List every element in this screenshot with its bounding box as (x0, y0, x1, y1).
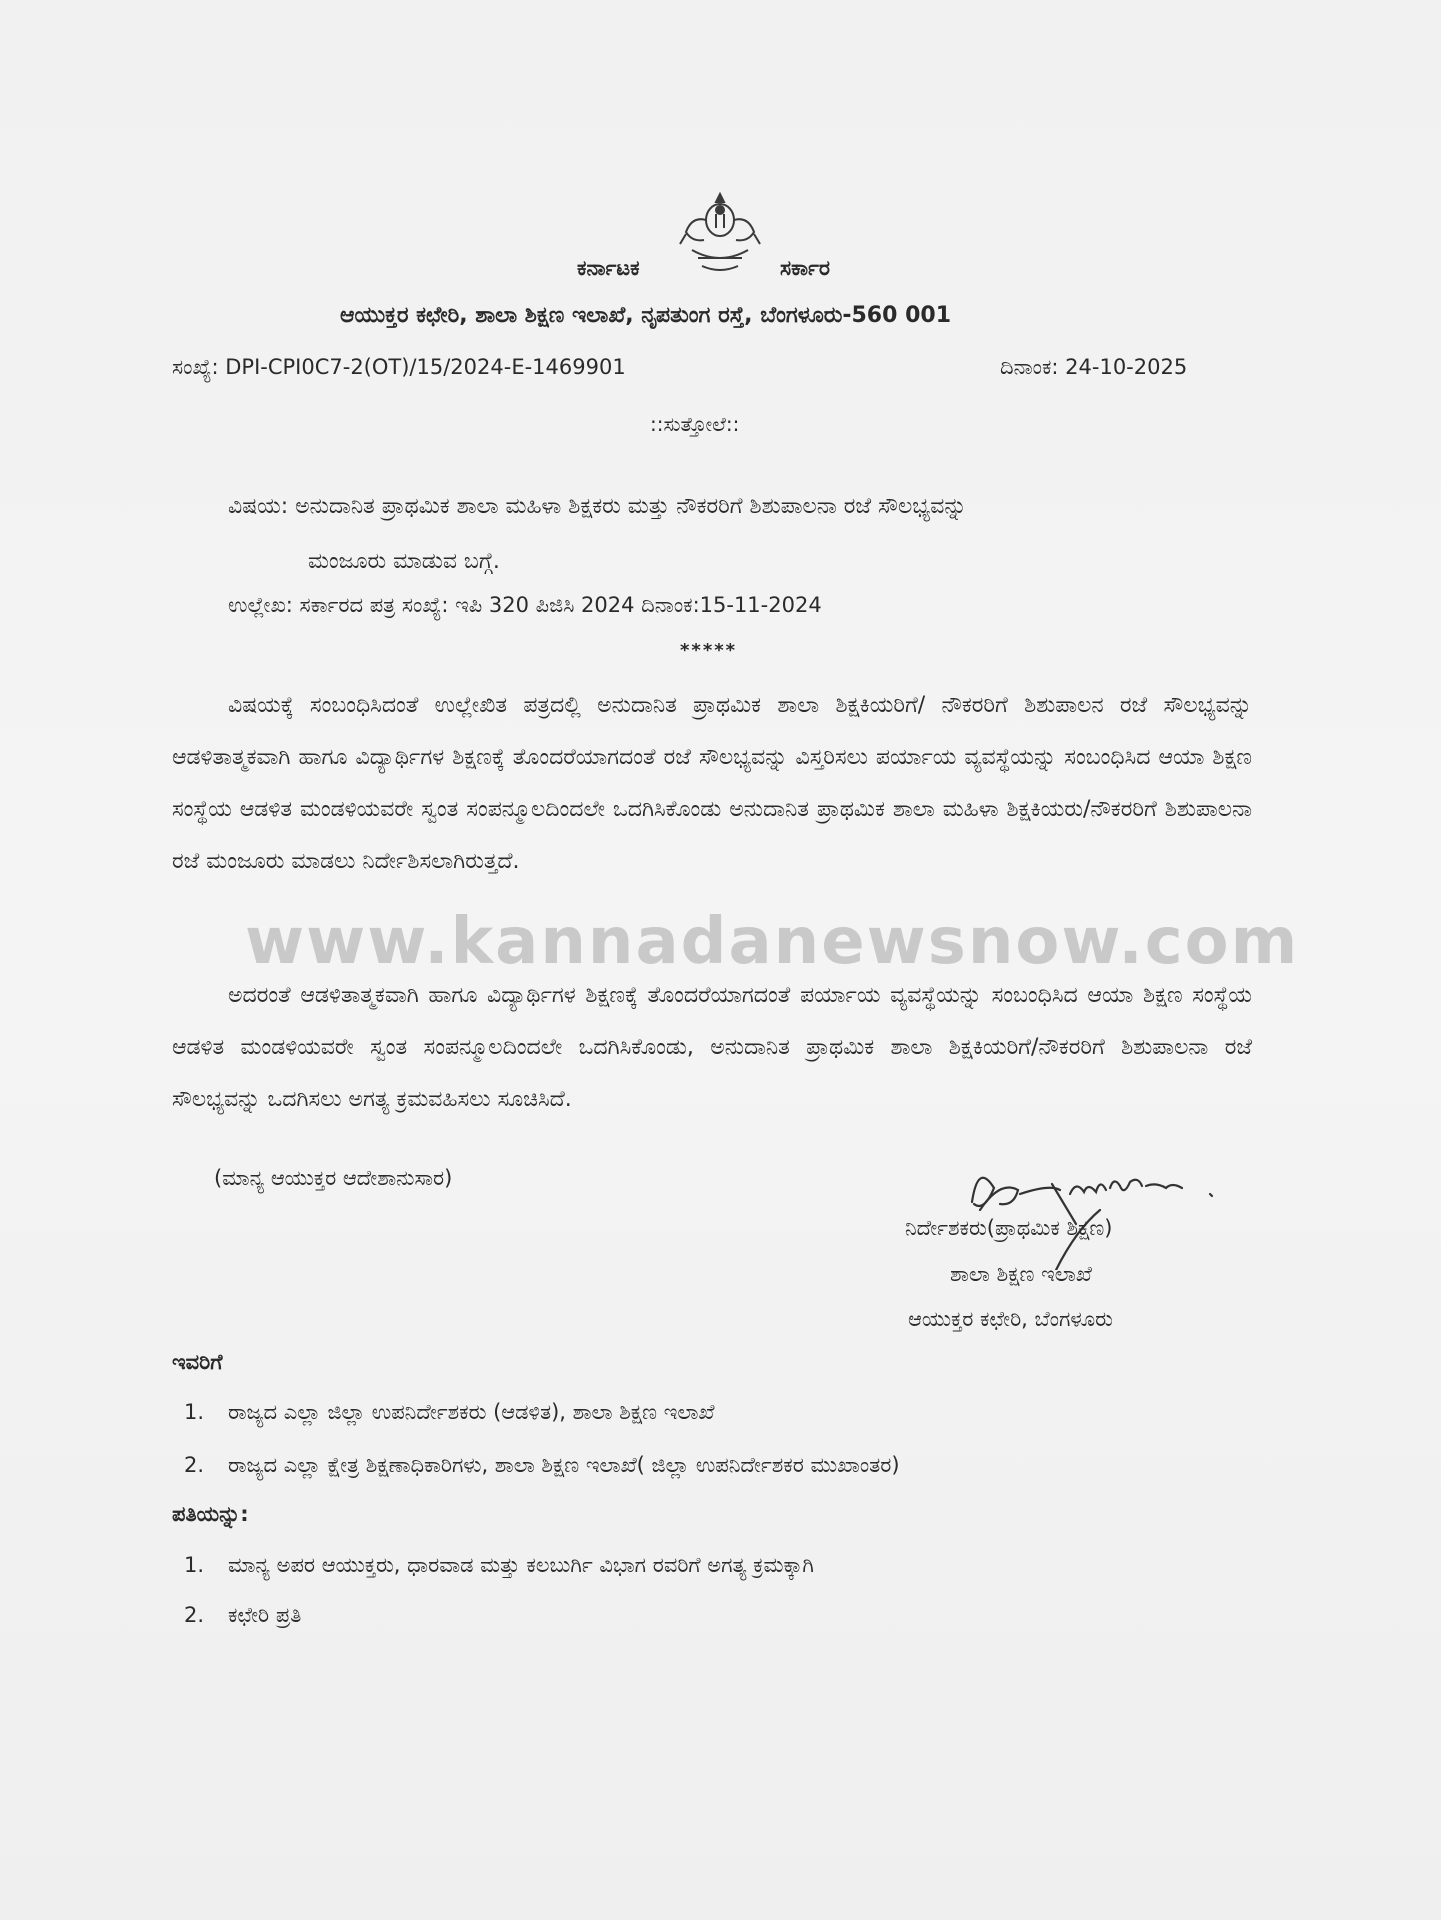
reference-number: ಸಂಖ್ಯೆ: DPI-CPI0C7-2(OT)/15/2024-E-1469901 (172, 355, 626, 379)
order-note: (ಮಾನ್ಯ ಆಯುಕ್ತರ ಆದೇಶಾನುಸಾರ) (214, 1166, 453, 1190)
signatory-department: ಶಾಲಾ ಶಿಕ್ಷಣ ಇಲಾಖೆ (950, 1262, 1092, 1286)
body-paragraph-2-text: ಅದರಂತೆ ಆಡಳಿತಾತ್ಮಕವಾಗಿ ಹಾಗೂ ವಿದ್ಯಾರ್ಥಿಗಳ ಶಿಕ್ಷಣಕ್ಕೆ ತೊಂದರೆಯಾಗದಂತೆ ಪರ್ಯಾಯ ವ್ಯವಸ್ಥೆಯನ್ನು ಸಂಬಂಧಿಸಿದ ಆಯಾ ಶಿಕ್ಷಣ ಸಂಸ್ಥೆಯ ಆಡಳಿತ ಮಂಡಳಿಯವರೇ ಸ್ವಂತ ಸಂಪನ್ಮೂಲದಿಂದಲೇ ಒದಗಿಸಿಕೊಂಡು, ಅನುದಾನಿತ ಪ್ರಾಥಮಿಕ ಶಾಲಾ ಶಿಕ್ಷಕಿಯರಿಗೆ/ನೌಕರರಿಗೆ ಶಿಶುಪಾಲನಾ ರಜೆ ಸೌಲಭ್ಯವನ್ನು ಒದಗಿಸಲು ಅಗತ್ಯ ಕ್ರಮವಹಿಸಲು ಸೂಚಿಸಿದೆ. (172, 983, 1252, 1112)
subject-line-2: ಮಂಜೂರು ಮಾಡುವ ಬಗ್ಗೆ. (308, 549, 500, 574)
body-paragraph-1 (172, 680, 1252, 888)
karnataka-emblem-icon (672, 190, 768, 278)
list-item-text: ರಾಜ್ಯದ ಎಲ್ಲಾ ಜಿಲ್ಲಾ ಉಪನಿರ್ದೇಶಕರು (ಆಡಳಿತ), ಶಾಲಾ ಶಿಕ್ಷಣ ಇಲಾಖೆ (228, 1400, 715, 1424)
list-item (184, 1453, 900, 1478)
government-name-right: ಸರ್ಕಾರ (780, 256, 831, 280)
circular-title: ::ಸುತ್ತೋಲೆ:: (650, 412, 740, 436)
list-item (184, 1553, 814, 1578)
subject-line-1: ವಿಷಯ: ಅನುದಾನಿತ ಪ್ರಾಥಮಿಕ ಶಾಲಾ ಮಹಿಳಾ ಶಿಕ್ಷಕರು ಮತ್ತು ನೌಕರರಿಗೆ ಶಿಶುಪಾಲನಾ ರಜೆ ಸೌಲಭ್ಯವನ್ನು (228, 494, 967, 519)
list-item-text: ಮಾನ್ಯ ಅಪರ ಆಯುಕ್ತರು, ಧಾರವಾಡ ಮತ್ತು ಕಲಬುರ್ಗಿ ವಿಭಾಗ ರವರಿಗೆ ಅಗತ್ಯ ಕ್ರಮಕ್ಕಾಗಿ (228, 1553, 814, 1577)
list-item (184, 1603, 301, 1628)
list-item-text: ಕಛೇರಿ ಪ್ರತಿ (228, 1603, 302, 1627)
list-item-number: 2. (184, 1603, 205, 1627)
body-paragraph-2 (172, 970, 1252, 1126)
signatory-designation: ನಿರ್ದೇಶಕರು(ಪ್ರಾಥಮಿಕ ಶಿಕ್ಷಣ) (905, 1216, 1113, 1240)
office-address-text: ಆಯುಕ್ತರ ಕಛೇರಿ, ಶಾಲಾ ಶಿಕ್ಷಣ ಇಲಾಖೆ, ನೃಪತುಂಗ ರಸ್ತೆ, ಬೆಂಗಳೂರು- (340, 303, 852, 328)
handwritten-signature (960, 1150, 1250, 1270)
watermark: www.kannadanewsnow.com (245, 905, 1300, 979)
list-item-number: 2. (184, 1453, 205, 1477)
copies-heading: ಪತಿಯನ್ನು: (172, 1502, 249, 1526)
list-item-number: 1. (184, 1400, 205, 1424)
office-pincode: 560 001 (851, 303, 952, 328)
document-date: ದಿನಾಂಕ: 24-10-2025 (1000, 355, 1188, 379)
list-item-number: 1. (184, 1553, 205, 1577)
list-item (184, 1400, 715, 1425)
signatory-office: ಆಯುಕ್ತರ ಕಛೇರಿ, ಬೆಂಗಳೂರು (908, 1307, 1113, 1331)
separator-stars: ***** (680, 640, 738, 661)
list-item-text: ರಾಜ್ಯದ ಎಲ್ಲಾ ಕ್ಷೇತ್ರ ಶಿಕ್ಷಣಾಧಿಕಾರಿಗಳು, ಶಾಲಾ ಶಿಕ್ಷಣ ಇಲಾಖೆ( ಜಿಲ್ಲಾ ಉಪನಿರ್ದೇಶಕರ ಮುಖಾಂತರ) (228, 1453, 900, 1477)
government-name-left: ಕರ್ನಾಟಕ (577, 256, 640, 280)
reference-line: ಉಲ್ಲೇಖ: ಸರ್ಕಾರದ ಪತ್ರ ಸಂಖ್ಯೆ: ಇಪಿ 320 ಪಿಜಿಸಿ 2024 ದಿನಾಂಕ:15-11-2024 (228, 593, 822, 617)
body-paragraph-1-text: ವಿಷಯಕ್ಕೆ ಸಂಬಂಧಿಸಿದಂತೆ ಉಲ್ಲೇಖಿತ ಪತ್ರದಲ್ಲಿ ಅನುದಾನಿತ ಪ್ರಾಥಮಿಕ ಶಾಲಾ ಶಿಕ್ಷಕಿಯರಿಗೆ/ ನೌಕರರಿಗೆ ಶಿಶುಪಾಲನ ರಜೆ ಸೌಲಭ್ಯವನ್ನು ಆಡಳಿತಾತ್ಮಕವಾಗಿ ಹಾಗೂ ವಿದ್ಯಾರ್ಥಿಗಳ ಶಿಕ್ಷಣಕ್ಕೆ ತೊಂದರೆಯಾಗದಂತೆ ರಜೆ ಸೌಲಭ್ಯವನ್ನು ವಿಸ್ತರಿಸಲು ಪರ್ಯಾಯ ವ್ಯವಸ್ಥೆಯನ್ನು ಸಂಬಂಧಿಸಿದ ಆಯಾ ಶಿಕ್ಷಣ ಸಂಸ್ಥೆಯ ಆಡಳಿತ ಮಂಡಳಿಯವರೇ ಸ್ವಂತ ಸಂಪನ್ಮೂಲದಿಂದಲೇ ಒದಗಿಸಿಕೊಂಡು ಅನುದಾನಿತ ಪ್ರಾಥಮಿಕ ಶಾಲಾ ಮಹಿಳಾ ಶಿಕ್ಷಕಿಯರು/ನೌಕರರಿಗೆ ಶಿಶುಪಾಲನಾ ರಜೆ ಮಂಜೂರು ಮಾಡಲು ನಿರ್ದೇಶಿಸಲಾಗಿರುತ್ತದೆ. (172, 693, 1252, 874)
office-address (340, 303, 951, 329)
recipients-heading: ಇವರಿಗೆ (172, 1350, 223, 1374)
